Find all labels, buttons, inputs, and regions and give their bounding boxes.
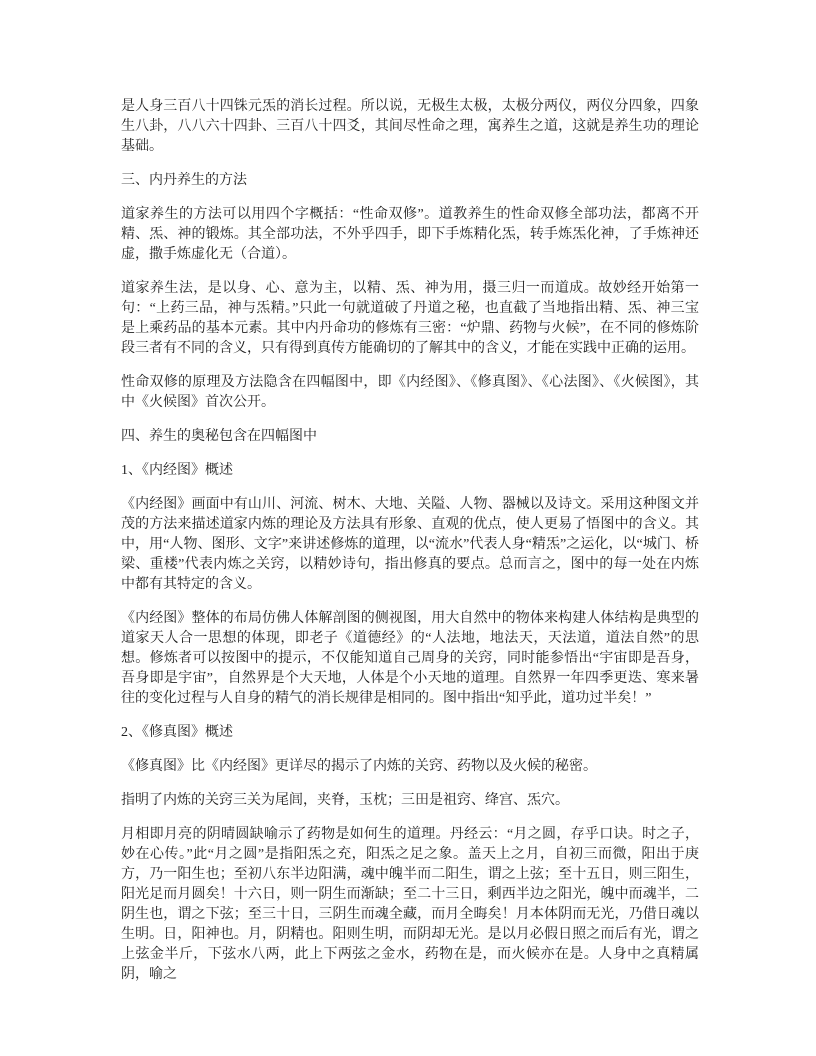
- paragraph-neijingtu-layout: 《内经图》整体的布局仿佛人体解剖图的侧视图，用大自然中的物体来构建人体结构是典型的道家天人合一思想的体现，即老子《道德经》的“人法地，地法天，天法道，道法自然”的思想。修炼者可以按图中的提示，不仅能知道自己周身的关窍，同时能参悟出“宇宙即是吾身，吾身即是宇宙”，自然界是个大天地，人体是个小天地的道理。自然界一年四季更迭、寒来暑往的变化过程与人自身的精气的消长规律是相同的。图中指出“知乎此，道功过半矣！”: [121, 611, 699, 706]
- paragraph-xiuzhentu-detail: 《修真图》比《内经图》更详尽的揭示了内炼的关窍、药物以及火候的秘密。: [121, 759, 597, 774]
- paragraph-moon-phases: 月相即月亮的阴晴圆缺喻示了药物是如何生的道理。丹经云：“月之圆，存乎口诀。时之子，妙在心传。”此“月之圆”是指阳炁之充，阳炁之足之象。盖天上之月，自初三而微，阳出于庚方，乃一阳生也；至初八东半边阳满，魂中魄半而二阳生，谓之上弦；至十五日，则三阳生，阳光足而月圆矣！十六日，则一阴生而渐缺；至二十三日，剩西半边之阳光，魄中而魂半，二阴生也，谓之下弦；至三十日，三阴生而魂全藏，而月全晦矣！月本体阴而无光，乃借日魂以生明。日，阳神也。月，阴精也。阳则生明，而阴却无光。是以月必假日照之而后有光，谓之上弦金半斤，下弦水八两，此上下两弦之金水，药物在是，而火候亦在是。人身中之真精属阴，喻之: [121, 827, 699, 982]
- heading-neijingtu-overview: 1、《内经图》概述: [121, 463, 233, 478]
- paragraph-taiji-theory: 是人身三百八十四铢元炁的消长过程。所以说，无极生太极，太极分两仪，两仪分四象，四象生八卦，八八六十四卦、三百八十四爻，其间尽性命之理，寓养生之道，这就是养生功的理论基础。: [121, 99, 699, 154]
- paragraph-three-treasures: 道家养生法，是以身、心、意为主，以精、炁、神为用，摄三归一而道成。故妙经开始第一句：“上药三品，神与炁精。”只此一句就道破了丹道之秘，也直截了当地指出精、炁、神三宝是上乘药品的基本元素。其中内丹命功的修炼有三密：“炉鼎、药物与火候”，在不同的修炼阶段三者有不同的含义，只有得到真传方能确切的了解其中的含义，才能在实践中正确的运用。: [121, 281, 699, 356]
- heading-xiuzhentu-overview: 2、《修真图》概述: [121, 725, 233, 740]
- paragraph-three-passes: 指明了内炼的关窍三关为尾闾，夹脊，玉枕；三田是祖窍、绛宫、炁穴。: [121, 793, 569, 808]
- heading-neidan-methods: 三、内丹养生的方法: [121, 173, 247, 188]
- document-content: [121, 97, 699, 999]
- paragraph-four-diagrams: 性命双修的原理及方法隐含在四幅图中，即《内经图》、《修真图》、《心法图》、《火候图》，其中《火候图》首次公开。: [121, 375, 699, 410]
- paragraph-xingming-shuangxiu: 道家养生的方法可以用四个字概括：“性命双修”。道教养生的性命双修全部功法，都离不开精、炁、神的锻炼。其全部功法，不外乎四手，即下手炼精化炁，转手炼炁化神，了手炼神还虚，撒手炼虚化无（合道）。: [121, 207, 699, 262]
- heading-secrets-in-diagrams: 四、养生的奥秘包含在四幅图中: [121, 429, 317, 444]
- paragraph-neijingtu-content: 《内经图》画面中有山川、河流、树木、大地、关隘、人物、器械以及诗文。采用这种图文并茂的方法来描述道家内炼的理论及方法具有形象、直观的优点，使人更易了悟图中的含义。其中，用“人物、图形、文字”来讲述修炼的道理，以“流水”代表人身“精炁”之运化，以“城门、桥梁、重楼”代表内炼之关窍，以精妙诗句，指出修真的要点。总而言之，图中的每一处在内炼中都有其特定的含义。: [121, 497, 699, 592]
